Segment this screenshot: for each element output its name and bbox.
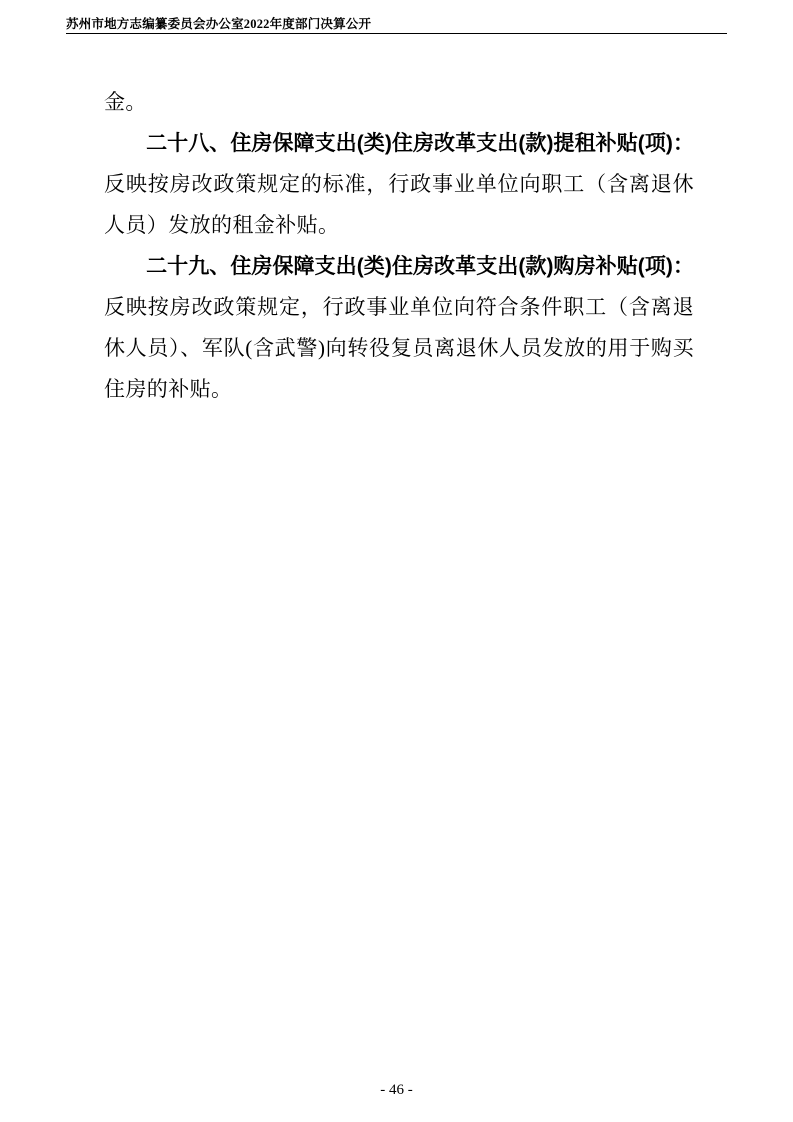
paragraph-twenty-nine xyxy=(104,246,694,410)
page-header: 苏州市地方志编纂委员会办公室2022年度部门决算公开 xyxy=(66,17,372,31)
paragraph-continuation: 金。 xyxy=(104,90,147,114)
section-heading-28-cont: (项)： xyxy=(637,132,694,155)
section-heading-28: 二十八、住房保障支出(类)住房改革支出(款)提租补贴 xyxy=(146,132,638,155)
section-heading-29: 二十九、住房保障支出(类)住房改革支出(款)购房补贴 xyxy=(146,255,638,278)
section-text-29: 反映按房改政策规定，行政事业单位向符合条件职工（含离退休人员）、军队(含武警)向转役复员离退休人员发放的用于购买住房的补贴。 xyxy=(104,295,694,401)
header-divider xyxy=(66,33,727,34)
section-heading-29-cont: (项)： xyxy=(637,255,694,278)
document-body xyxy=(104,82,694,410)
page-number: - 46 - xyxy=(380,1082,413,1098)
section-text-28: 反映按房改政策规定的标准，行政事业单位向职工（含离退休人员）发放的租金补贴。 xyxy=(104,172,694,237)
paragraph-twenty-eight xyxy=(104,123,694,246)
